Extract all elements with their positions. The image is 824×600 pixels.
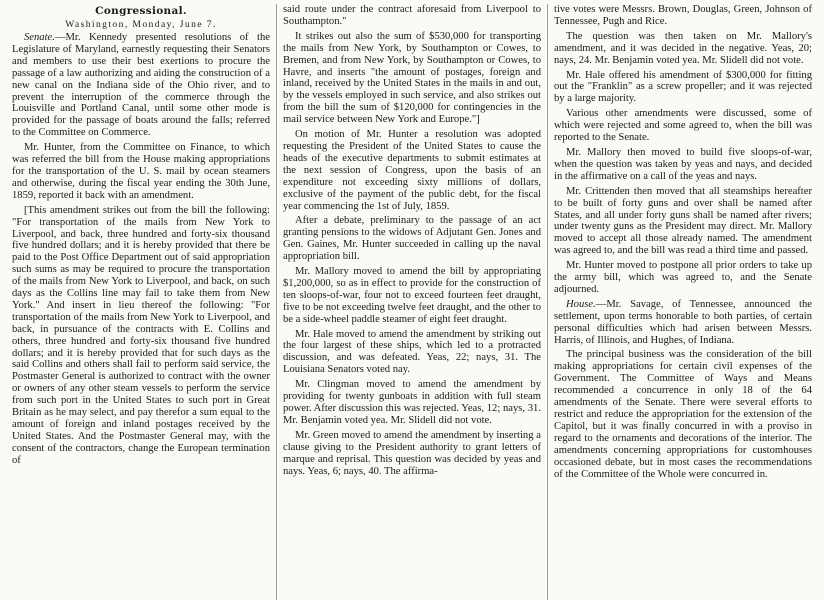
paragraph	[283, 129, 541, 212]
column-2	[276, 4, 547, 600]
paragraph-text: It strikes out also the sum of $530,000 for transporting the mails from New York, by Southampton or Cowes, to Bremen, and from New York, by Southampton or Cowes, to Havre, and inserts "the amount of postages, foreign and inland, received by the United States in the mails in and out, by the vessels employed in such service, and also strikes out from the bill the sum of $120,000 for contingencies in the mail service between New York and Europe."]	[283, 30, 541, 126]
paragraph	[12, 32, 270, 139]
section-label: Senate.	[24, 32, 55, 43]
paragraph-text: Mr. Hale offered his amendment of $300,000 for fitting out the "Franklin" as a screw propeller; and it was rejected by a large majority.	[554, 69, 812, 105]
paragraph	[554, 147, 812, 183]
paragraph	[283, 266, 541, 326]
paragraph	[554, 349, 812, 480]
paragraph	[283, 379, 541, 427]
paragraph	[283, 329, 541, 377]
paragraph	[283, 430, 541, 478]
paragraph	[554, 108, 812, 144]
paragraph	[283, 215, 541, 263]
paragraph-text: Mr. Hunter, from the Committee on Finance, to which was referred the bill from the House making appropriations for the transportation of the U. S. mail by ocean steamers and otherwise, during the fiscal year ending the 30th June, 1859, reported it back with an amendment.	[12, 142, 270, 201]
paragraph	[554, 260, 812, 296]
section-label: House.	[566, 298, 596, 310]
paragraph-text: —Mr. Kennedy presented resolutions of the Legislature of Maryland, earnestly requesting their Senators and members to use their best exertions to procure the passage of a law authorizing and aiding the construction of a new canal on the Indiana side of the Ohio river, and to prevent the interruption of the commerce through the Louisville and Portland Canal, until some other mode is provided for the passage of boats around the falls; referred to the Committee on Commerce.	[12, 32, 270, 139]
paragraph	[554, 70, 812, 106]
paragraph-text: [This amendment strikes out from the bill the following: "For transportation of the mails from New York to Liverpool, and back, three hundred and forty-six thousand five hundred dollars; and it is hereby provided that there be paid to the Post Office Department out of said appropriation such sums as may be required to procure the transportation of the mails from New York to Liverpool, and back, on such days as the Collins line may fail to take them from New York." And insert in lieu thereof the following: "For transportation of the mails from New York to Liverpool, and back, in pursuance of the contracts with E. Collins and others, three hundred and forty-six thousand five hundred dollars; and it is hereby provided that for such days as the said Collins and others shall fail to perform said service, the Postmaster General is authorized to contract with the owner or owners of any other steam vessels to perform the service from such port in the United States to such port in Great Britain as he may select, and pay therefor a sum equal to the amount of foreign and inland postages received by the United States. And the Postmaster General may, with the consent of the contractors, change the European termination of	[12, 204, 270, 466]
paragraph	[554, 4, 812, 28]
column-1	[6, 4, 276, 600]
paragraph-text: said route under the contract aforesaid from Liverpool to Southampton."	[283, 4, 541, 27]
section-headline: Congressional.	[95, 5, 187, 17]
paragraph-text: tive votes were Messrs. Brown, Douglas, Green, Johnson of Tennessee, Pugh and Rice.	[554, 4, 812, 27]
paragraph	[554, 186, 812, 257]
paragraph	[554, 299, 812, 347]
paragraph-text: The question was then taken on Mr. Mallory's amendment, and it was decided in the negative. Yeas, 20; nays, 24. Mr. Benjamin voted yea. Mr. Slidell did not vote.	[554, 30, 812, 66]
paragraph-text: Mr. Hunter moved to postpone all prior orders to take up the army bill, which was agreed to, and the Senate adjourned.	[554, 260, 812, 295]
paragraph	[12, 205, 270, 467]
paragraph-text: On motion of Mr. Hunter a resolution was adopted requesting the President of the United States to cause the heads of the executive departments to submit estimates at the next session of Congress, upon the basis of an expenditure not exceeding sixty millions of dollars, exclusive of the payment of the public debt, for the fiscal year commencing the 1st of July, 1859.	[283, 129, 541, 212]
paragraph-text: After a debate, preliminary to the passage of an act granting pensions to the widows of Adjutant Gen. Jones and Gen. Gaines, Mr. Hunter succeeded in calling up the naval appropriation bill.	[283, 215, 541, 263]
paragraph	[554, 31, 812, 67]
paragraph-text: Mr. Crittenden then moved that all steamships hereafter to be built of forty guns and over shall be named after States, and all under forty guns shall be named after rivers; under twenty guns as the President may direct. Mr. Mallory moved to accept all those already named. The amendment was agreed to, and the bill was read a third time and passed.	[554, 185, 812, 257]
paragraph-text: Mr. Hale moved to amend the amendment by striking out the four largest of these ships, which led to a protracted discussion, and was defeated. Yeas, 22; nays, 31. The Louisiana Senators voted nay.	[283, 328, 541, 376]
paragraph	[283, 4, 541, 28]
paragraph-text: Various other amendments were discussed, some of which were rejected and some agreed to, when the bill was reported to the Senate.	[554, 108, 812, 144]
column-3	[547, 4, 818, 600]
paragraph-text: Mr. Green moved to amend the amendment by inserting a clause giving to the President authority to grant letters of marque and reprisal. This question was decided by yeas and nays. Yeas, 6; nays, 40. The affirma-	[283, 429, 541, 477]
dateline: Washington, Monday, June 7.	[65, 19, 217, 30]
paragraph	[12, 142, 270, 202]
paragraph	[283, 31, 541, 126]
paragraph-text: Mr. Clingman moved to amend the amendment by providing for twenty gunboats in addition with full steam power. After discussion this was rejected. Yeas, 12; nays, 31. Mr. Benjamin voted yea. Mr. Slidell did not vote.	[283, 379, 541, 426]
paragraph-text: —Mr. Savage, of Tennessee, announced the settlement, upon terms honorable to both parties, of certain personal difficulties which had arisen between Messrs. Harris, of Illinois, and Hughes, of Indiana.	[554, 298, 812, 346]
paragraph-text: Mr. Mallory then moved to build five sloops-of-war, when the question was taken by yeas and nays, and decided in the affirmative on a call of the yeas and nays.	[554, 146, 812, 182]
paragraph-text: The principal business was the consideration of the bill making appropriations for certain civil expenses of the Government. The Committee of Ways and Means recommended a concurrence in only 18 of the 64 amendments of the Senate. There were several efforts to restrict and reduce the appropriation for the extension of the Capitol, but it was finally concurred in with a proviso in regard to the ornaments and decorations of the interior. The amendments concerning appropriations for customhouses occasioned debate, but in most cases the recommendations of the Committee of the Whole were concurred in.	[554, 349, 812, 480]
paragraph-text: Mr. Mallory moved to amend the bill by appropriating $1,200,000, so as in effect to provide for the construction of ten sloops-of-war, four not to exceed fourteen feet draught, five to be not exceeding twelve feet draught, and the other to be a side-wheel paddle steamer of eight feet draught.	[283, 266, 541, 325]
